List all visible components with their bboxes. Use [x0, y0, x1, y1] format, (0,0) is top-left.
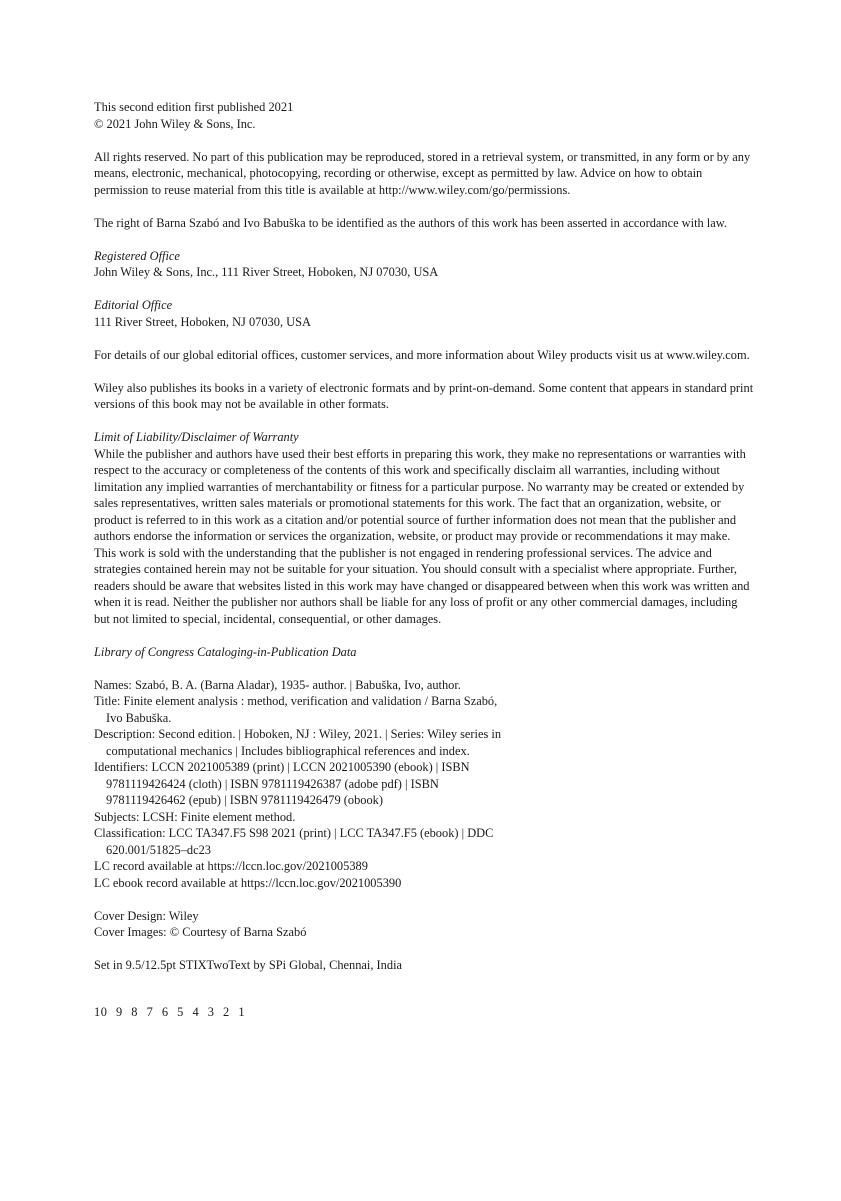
cip-data-block — [94, 677, 514, 892]
typeset-block — [94, 957, 754, 974]
registered-office-heading: Registered Office — [94, 248, 180, 263]
warranty-block — [94, 429, 754, 627]
registered-office-address: John Wiley & Sons, Inc., 111 River Street, Hoboken, NJ 07030, USA — [94, 265, 439, 279]
rights-block — [94, 149, 754, 199]
edition-block — [94, 99, 754, 132]
cover-design: Cover Design: Wiley — [94, 908, 199, 923]
cip-heading: Library of Congress Cataloging-in-Publication Data — [94, 644, 357, 659]
cip-subjects: Subjects: LCSH: Finite element method. — [94, 809, 296, 824]
cover-block — [94, 908, 754, 941]
cover-images: Cover Images: © Courtesy of Barna Szabó — [94, 925, 307, 939]
copyright-line: © 2021 John Wiley & Sons, Inc. — [94, 116, 256, 131]
copyright-page — [94, 99, 754, 1032]
cip-title: Title: Finite element analysis : method, verification and validation / Barna Szabó, Ivo Babuška. — [94, 694, 498, 725]
cip-classification: Classification: LCC TA347.F5 S98 2021 (print) | LCC TA347.F5 (ebook) | DDC 620.001/51825–dc23 — [94, 826, 494, 857]
cip-lc-record: LC record available at https://lccn.loc.gov/2021005389 — [94, 859, 368, 873]
cip-heading-block — [94, 644, 754, 661]
cip-lc-ebook-record: LC ebook record available at https://lccn.loc.gov/2021005390 — [94, 875, 402, 890]
formats-text: Wiley also publishes its books in a variety of electronic formats and by print-on-demand. Some content that appears in standard print versions of this book may not be available in other formats. — [94, 380, 754, 411]
rights-text: All rights reserved. No part of this publication may be reproduced, stored in a retrieval system, or transmitted, in any form or by any means, electronic, mechanical, photocopying, recording or otherwise, except as permitted by law. Advice on how to obtain permission to reuse material from this title is available at http://www.wiley.com/go/permissions. — [94, 149, 751, 197]
edition-line: This second edition first published 2021 — [94, 100, 294, 114]
typeset-text: Set in 9.5/12.5pt STIXTwoText by SPi Global, Chennai, India — [94, 958, 403, 972]
details-block — [94, 347, 754, 364]
editorial-office-address: 111 River Street, Hoboken, NJ 07030, USA — [94, 314, 311, 329]
registered-office-block — [94, 248, 754, 281]
formats-block — [94, 380, 754, 413]
authorship-block — [94, 215, 754, 232]
editorial-office-block — [94, 297, 754, 330]
authorship-text: The right of Barna Szabó and Ivo Babuška to be identified as the authors of this work has been asserted in accordance with law. — [94, 215, 727, 230]
cip-description: Description: Second edition. | Hoboken, NJ : Wiley, 2021. | Series: Wiley series in computational mechanics | Includes bibliographical references and index. — [94, 727, 502, 758]
print-line: 10 9 8 7 6 5 4 3 2 1 — [94, 1004, 246, 1019]
warranty-heading: Limit of Liability/Disclaimer of Warranty — [94, 430, 299, 444]
editorial-office-heading: Editorial Office — [94, 298, 173, 312]
cip-identifiers: Identifiers: LCCN 2021005389 (print) | LCCN 2021005390 (ebook) | ISBN 9781119426424 (cloth) | ISBN 9781119426387 (adobe pdf) | ISBN 9781119426462 (epub) | ISBN 9781119426479 (obook) — [94, 760, 470, 807]
cip-names: Names: Szabó, B. A. (Barna Aladar), 1935- author. | Babuška, Ivo, author. — [94, 677, 461, 692]
warranty-text: While the publisher and authors have used their best efforts in preparing this work, they make no representations or warranties with respect to the accuracy or completeness of the contents of this work and specifically disclaim all warranties, including without limitation any implied warranties of merchantability or fitness for a particular purpose. No warranty may be created or extended by sales representatives, written sales materials or promotional statements for this work. The fact that an organization, website, or product is referred to in this work as a citation and/or potential source of further information does not mean that the publisher and authors endorse the information or services the organization, website, or product may provide or recommendations it may make. This work is sold with the understanding that the publisher is not engaged in rendering professional services. The advice and strategies contained herein may not be suitable for your situation. You should consult with a specialist where appropriate. Further, readers should be aware that websites listed in this work may have changed or disappeared between when this work was written and when it is read. Neither the publisher nor authors shall be liable for any loss of profit or any other commercial damages, including but not limited to special, incidental, consequential, or other damages. — [94, 446, 750, 626]
details-text: For details of our global editorial offices, customer services, and more information about Wiley products visit us at www.wiley.com. — [94, 347, 750, 362]
